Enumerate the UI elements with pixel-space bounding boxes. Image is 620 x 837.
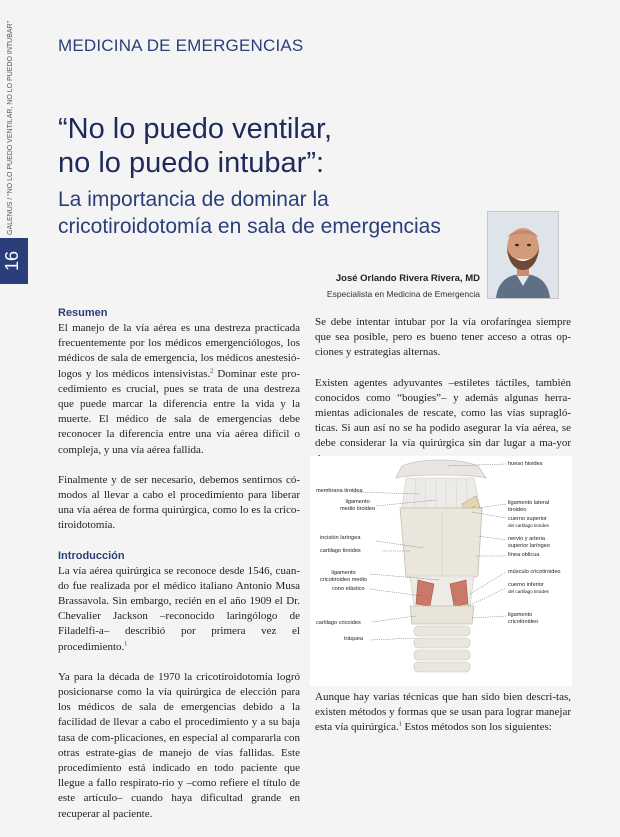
page-number: 16 (2, 250, 22, 272)
article-title (58, 112, 458, 180)
reference-marker: 1 (398, 721, 402, 728)
label-traquea: tráquea (344, 636, 363, 642)
label-line: nervio y arteria (508, 536, 545, 542)
author-portrait-image (488, 212, 558, 298)
reference-marker: 2 (210, 367, 214, 374)
label-line: del cartilago tiroides (508, 522, 549, 528)
larynx-figure (310, 456, 572, 686)
label-cono-elastico: cono elástico (332, 586, 365, 592)
label-nervio-arteria (508, 536, 550, 549)
subtitle-line-1: La importancia de dominar la (58, 188, 329, 211)
label-line: superior laríngeo (508, 542, 550, 549)
label-ligamento-cricotiroideo (508, 612, 538, 625)
running-head: GALENUS / “NO LO PUEDO VENTILAR, NO LO PUEDO INTUBAR” (7, 21, 14, 235)
label-line: ligamento (345, 499, 370, 505)
intro-heading: Introducción (58, 549, 125, 562)
label-linea-oblicua: línea oblicua (508, 552, 540, 558)
label-line: cuerno inferior (508, 582, 544, 588)
author-photo (487, 211, 559, 299)
right-paragraph-1: Se debe intentar intubar por la vía orofaríngea siempre que sea posible, pero es bueno tener acceso a otras op-ciones y estrategias alternas. (315, 316, 571, 359)
label-line: cricotiroideo medio (320, 576, 367, 583)
author-name: José Orlando Rivera Rivera, MD (335, 273, 480, 284)
subtitle-line-2: cricotiroidotomía en sala de emergencias (58, 215, 441, 238)
label-incision-laringea: incisión laríngea (320, 535, 361, 541)
resumen-heading: Resumen (58, 307, 108, 319)
resumen-p1-text-a: El manejo de la vía aérea es una destreza practicada frecuentemente por los médicos emergenciólogos, los médicos de sala de emergencia, los médicos anestesió-logos y los médicos intensivistas. (58, 322, 300, 380)
title-line-2: no lo puedo intubar”: (58, 147, 325, 179)
left-column (58, 306, 300, 837)
label-line: ligamento lateral (508, 500, 550, 506)
right-paragraph-2: Existen agentes adyuvantes –estiletes táctiles, también conocidos como “bougies”– y además algunas herra-mientas adicionales de rescate, como las vías supragló-ticas. Si aun así no se ha podido asegurar la vía aérea, se debe considerar la vía quirúrgica sin dar lugar a ma-yor (315, 376, 571, 450)
article-subtitle (58, 186, 458, 240)
label-line: cricotiroideo (508, 618, 539, 625)
label-line: medio tiroideo (340, 505, 376, 512)
right-p3-text-a: Aunque hay varias técnicas que han sido bien descri-tas, existen métodos y formas que se usan para lograr manejar esta vía quirúrgica. (315, 691, 571, 734)
label-line: del cartilago tiroides (508, 588, 549, 594)
label-cartilago-cricoides: cartilago cricoides (316, 620, 361, 626)
section-label: MEDICINA DE EMERGENCIAS (58, 36, 304, 55)
label-line: cuerno superior (508, 516, 547, 522)
resumen-paragraph-2: Finalmente y de ser necesario, debemos sentirnos có-modos al llevar a cabo el procedimiento para liberar una vía aérea de forma quirúrgica, como lo es la crico-tiroidotomía. (58, 473, 300, 532)
title-line-1: “No lo puedo ventilar, (58, 113, 333, 145)
label-line: tiroideo (508, 506, 527, 513)
intro-p1-text: La vía aérea quirúrgica se reconoce desde 1546, cuan-do fue realizada por el médico italiano Antonio Musa Brassavola. Sin embargo, recién en el año 1909 el Dr. Chevalier Jackson –reconocido laringólogo de Filadelfi-a– describió por primera vez el procedimiento. (58, 564, 300, 653)
label-cuerno-inferior (508, 582, 549, 595)
right-column-bottom (315, 690, 571, 736)
right-p3-text-b: Estos métodos son los siguientes: (401, 721, 552, 734)
label-hueso-hioides: hueso hioides (508, 461, 543, 467)
label-ligamento-medio-tiroideo (340, 499, 375, 512)
label-line: ligamento (331, 570, 356, 576)
resumen-paragraph-1 (58, 321, 300, 458)
resumen-p1-text-b: Dominar este pro-cedimiento es crucial, pues se trata de una destreza que puede marcar la diferencia entre la vida y la muerte. El médico de sala de emergencias debe reconocer la diferencia entre una vía aérea difícil o compleja, y una vía aérea fallida. (58, 367, 300, 456)
label-ligamento-cricotiroideo-medio (320, 570, 367, 583)
label-membrana-tiroidea: membrana tiroidea (316, 488, 363, 494)
label-musculo-cricotiroideo: músculo cricotiroideo (508, 569, 561, 575)
reference-marker: 1 (124, 641, 128, 647)
intro-paragraph-1 (58, 564, 300, 655)
label-ligamento-lateral (508, 500, 549, 513)
label-line: ligamento (508, 612, 533, 618)
right-paragraph-3 (315, 690, 571, 736)
label-cartilago-tiroides: cartilago tiroides (320, 548, 361, 554)
label-cuerno-superior (508, 516, 549, 529)
intro-paragraph-2: Ya para la década de 1970 la cricotiroidotomía logró posicionarse como la vía quirúrgica de elección para los médicos de sala de emergencias debido a la facilidad de llevar a cabo el procedimiento y a su baja tasa de com-plicaciones, en especial al compararla con otras estrate-gias de manejo de vías fallidas. Este procedimiento está indicado en todo paciente que llegue a fallo respirato-rio y –como refiere el título de este artículo– cuando haya dificultad grande en recuperar al paciente. (58, 670, 300, 820)
author-role: Especialista en Medicina de Emergencia (326, 289, 480, 299)
